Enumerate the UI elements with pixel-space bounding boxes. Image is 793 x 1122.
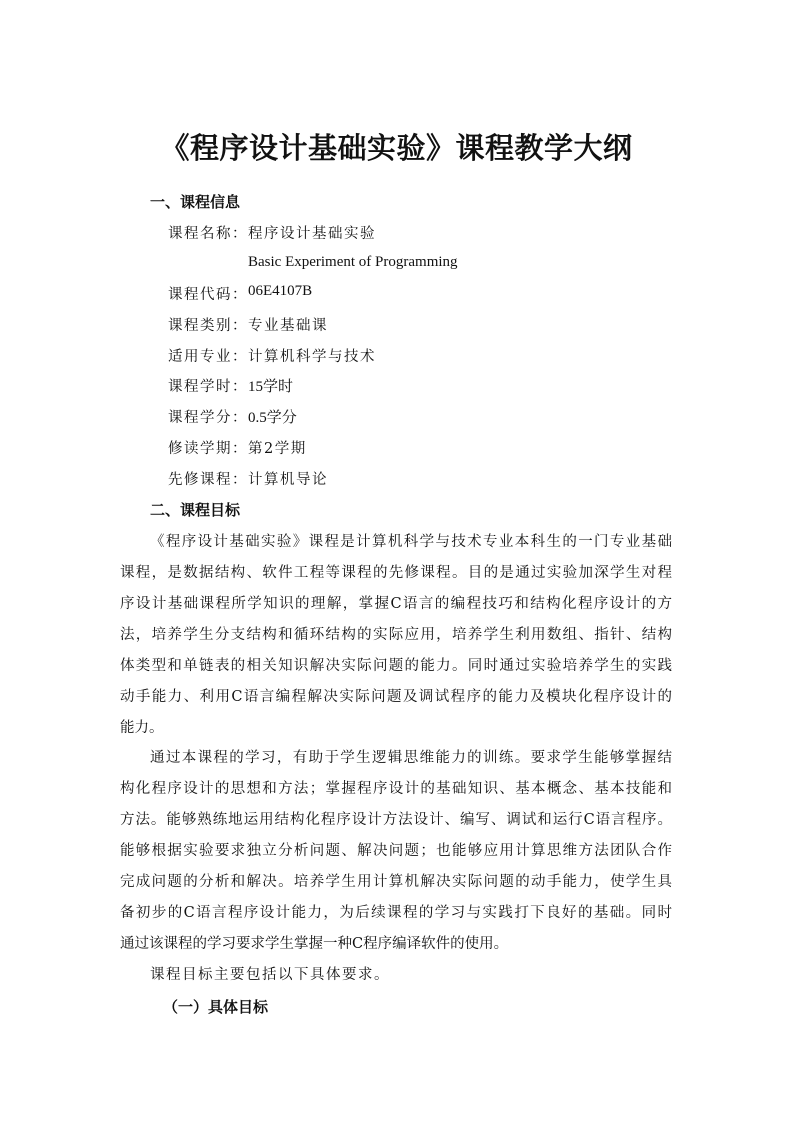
course-info-value: 计算机导论 bbox=[248, 472, 328, 488]
course-info-row bbox=[168, 345, 568, 365]
paragraph-line: 完成问题的分析和解决。培养学生用计算机解决实际问题的动手能力，使学生具 bbox=[120, 874, 672, 890]
document-title: 《程序设计基础实验》课程教学大纲 bbox=[160, 131, 633, 165]
course-info-value: 0.5学分 bbox=[248, 410, 297, 426]
course-info-row bbox=[168, 468, 568, 488]
course-info-label: 先修课程： bbox=[168, 472, 248, 488]
section-heading-course-info: 一、课程信息 bbox=[150, 193, 241, 211]
paragraph-line: 备初步的C语言程序设计能力，为后续课程的学习与实践打下良好的基础。同时 bbox=[120, 905, 672, 921]
paragraph-line: 能够根据实验要求独立分析问题、解决问题；也能够应用计算思维方法团队合作 bbox=[120, 843, 672, 859]
course-info-row bbox=[168, 222, 568, 242]
paragraph-line: 动手能力、利用C语言编程解决实际问题及调试程序的能力及模块化程序设计的 bbox=[120, 689, 672, 705]
subheading-specific-objectives: （一）具体目标 bbox=[163, 998, 269, 1016]
paragraph-line: 能力。 bbox=[120, 720, 164, 736]
course-info-value: 第2学期 bbox=[248, 441, 307, 457]
course-info-row bbox=[168, 283, 568, 303]
course-info-value: Basic Experiment of Programming bbox=[248, 254, 458, 270]
paragraph-line: 构化程序设计的思想和方法；掌握程序设计的基础知识、基本概念、基本技能和 bbox=[120, 781, 672, 797]
paragraph-line: 法，培养学生分支结构和循环结构的实际应用，培养学生利用数组、指针、结构 bbox=[120, 627, 672, 643]
course-info-label: 课程学分： bbox=[168, 410, 248, 426]
paragraph-line: 序设计基础课程所学知识的理解，掌握C语言的编程技巧和结构化程序设计的方 bbox=[120, 596, 672, 612]
course-info-label: 课程名称： bbox=[168, 226, 248, 242]
paragraph-line: 体类型和单链表的相关知识解决实际问题的能力。同时通过实验培养学生的实践 bbox=[120, 658, 672, 674]
course-info-value: 计算机科学与技术 bbox=[248, 349, 376, 365]
paragraph-line: 《程序设计基础实验》课程是计算机科学与技术专业本科生的一门专业基础 bbox=[150, 534, 672, 550]
paragraph-line: 方法。能够熟练地运用结构化程序设计方法设计、编写、调试和运行C语言程序。 bbox=[120, 812, 672, 828]
course-info-row bbox=[168, 406, 568, 426]
course-info-label: 适用专业： bbox=[168, 349, 248, 365]
course-info-row bbox=[168, 314, 568, 334]
course-info-label: 修读学期： bbox=[168, 441, 248, 457]
course-info-row bbox=[168, 437, 568, 457]
course-info-value: 程序设计基础实验 bbox=[248, 226, 376, 242]
course-info-label: 课程代码： bbox=[168, 287, 248, 303]
course-info-value: 专业基础课 bbox=[248, 318, 328, 334]
course-info-row bbox=[168, 254, 568, 274]
paragraph-line: 通过该课程的学习要求学生掌握一种C程序编译软件的使用。 bbox=[120, 936, 509, 952]
course-info-label: 课程类别： bbox=[168, 318, 248, 334]
paragraph-line: 通过本课程的学习，有助于学生逻辑思维能力的训练。要求学生能够掌握结 bbox=[150, 750, 672, 766]
objective-summary: 课程目标主要包括以下具体要求。 bbox=[150, 967, 390, 983]
course-info-row bbox=[168, 375, 568, 395]
paragraph-line: 课程，是数据结构、软件工程等课程的先修课程。目的是通过实验加深学生对程 bbox=[120, 565, 672, 581]
course-info-value: 06E4107B bbox=[248, 283, 313, 299]
course-info-value: 15学时 bbox=[248, 379, 294, 395]
course-info-label: 课程学时： bbox=[168, 379, 248, 395]
section-heading-course-objectives: 二、课程目标 bbox=[150, 501, 241, 519]
